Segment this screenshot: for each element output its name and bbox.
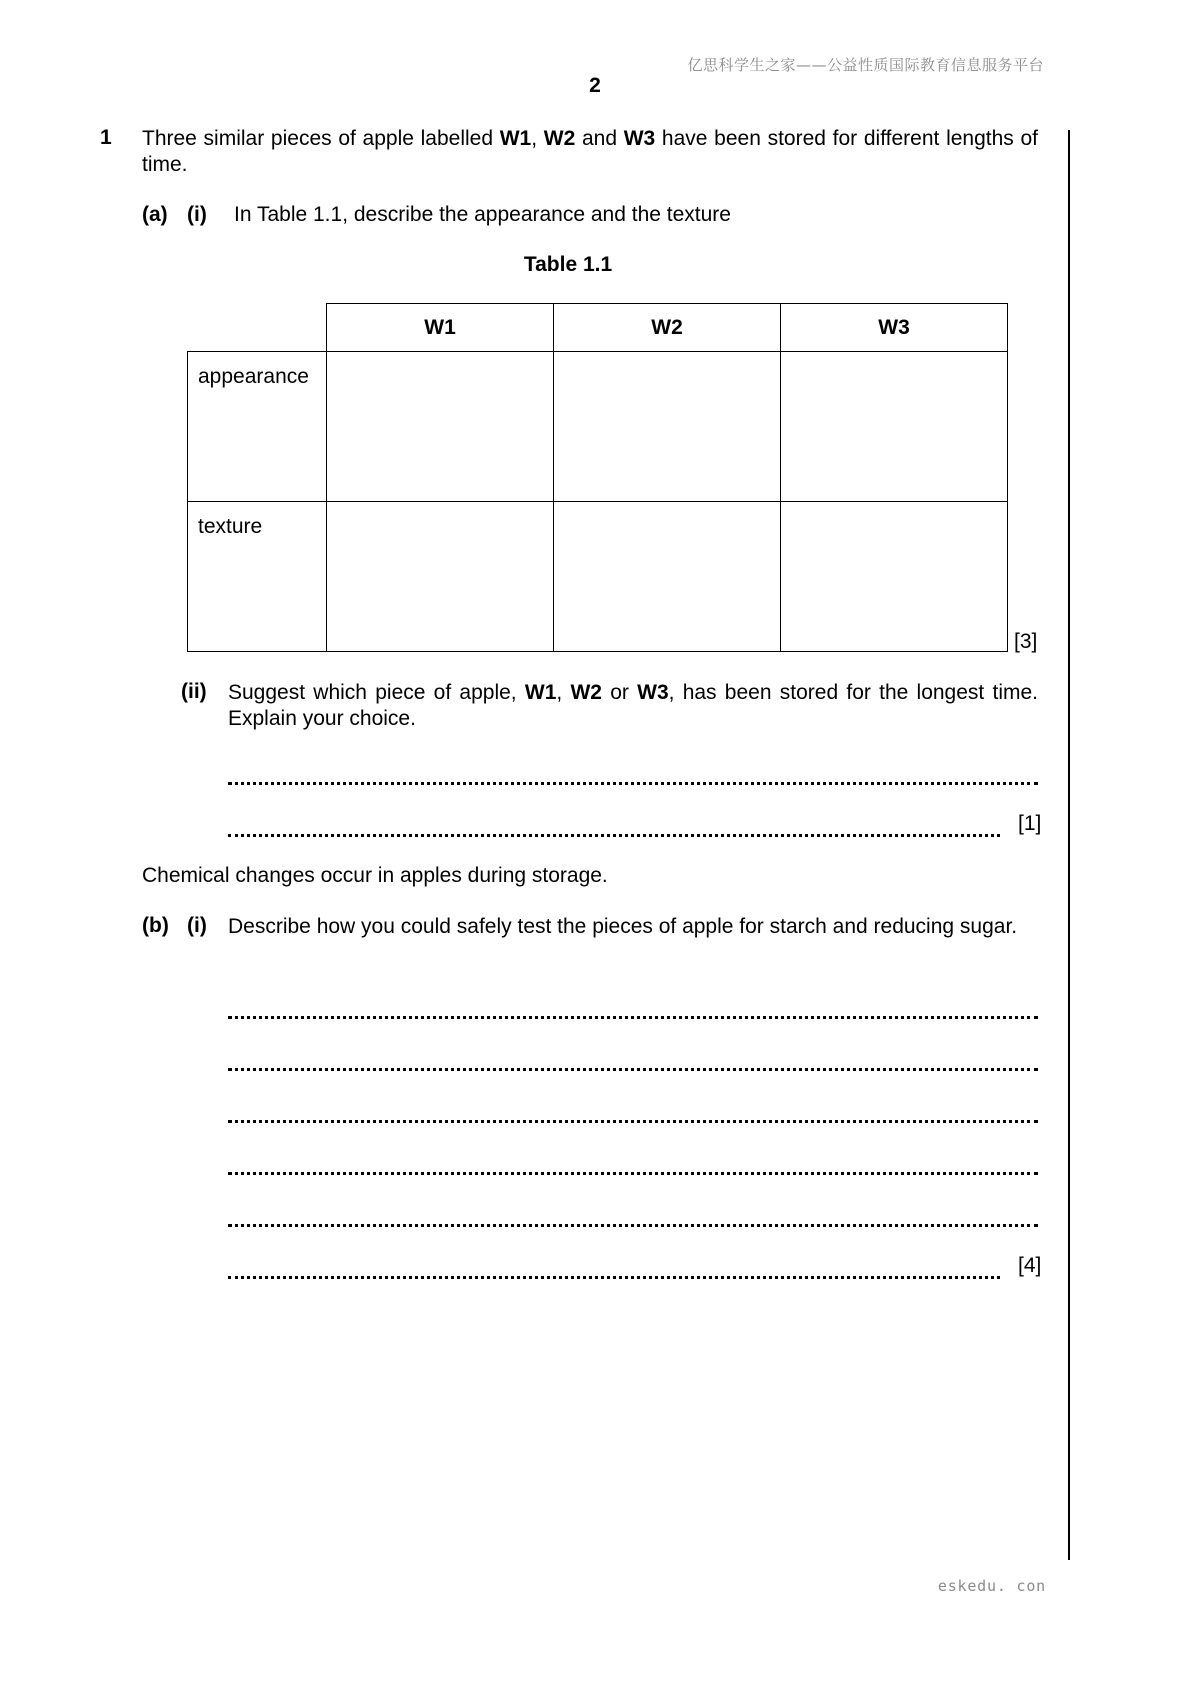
mark-a-i: [3] [1014,630,1038,653]
question-number: 1 [100,126,112,149]
row-label-appearance: appearance [188,352,327,502]
mark-a-ii: [1] [1018,812,1042,835]
answer-line-b-i-6[interactable] [228,1276,1000,1279]
table-title: Table 1.1 [523,253,613,276]
footer-site: eskedu. con [937,1577,1046,1595]
answer-line-b-i-1[interactable] [228,1016,1038,1019]
chemical-changes-statement: Chemical changes occur in apples during storage. [142,864,608,887]
table-header-row [188,304,1008,352]
part-a-i-text: In Table 1.1, describe the appearance and the texture [234,203,731,226]
table-row-appearance [188,352,1008,502]
header-watermark: 亿思科学生之家——公益性质国际教育信息服务平台 [687,56,1044,74]
part-b-i-label: (i) [187,914,207,937]
margin-rule [1068,130,1070,1560]
answer-cell-appearance-w1[interactable] [327,352,554,502]
answer-cell-appearance-w3[interactable] [781,352,1008,502]
part-a-ii-label: (ii) [181,680,207,703]
part-a-i-label: (i) [187,203,207,226]
answer-cell-appearance-w2[interactable] [554,352,781,502]
answer-line-b-i-4[interactable] [228,1172,1038,1175]
column-header-w1: W1 [327,304,554,352]
part-a-ii-text: Suggest which piece of apple, W1, W2 or W3, has been stored for the longest time. Explain your choice. [228,681,1039,730]
answer-line-a-ii-2[interactable] [228,834,1000,837]
answer-line-b-i-3[interactable] [228,1120,1038,1123]
answer-cell-texture-w1[interactable] [327,502,554,652]
question-intro: Three similar pieces of apple labelled W1, W2 and W3 have been stored for different lengths of time. [142,127,1039,176]
answer-cell-texture-w2[interactable] [554,502,781,652]
row-label-texture: texture [188,502,327,652]
table-corner-cell [188,304,327,352]
answer-line-b-i-2[interactable] [228,1068,1038,1071]
answer-line-b-i-5[interactable] [228,1224,1038,1227]
column-header-w3: W3 [781,304,1008,352]
part-a-label: (a) [142,203,168,226]
answer-line-a-ii-1[interactable] [228,782,1038,785]
column-header-w2: W2 [554,304,781,352]
part-b-i-text: Describe how you could safely test the pieces of apple for starch and reducing sugar. [228,915,1018,938]
table-row-texture [188,502,1008,652]
answer-cell-texture-w3[interactable] [781,502,1008,652]
page-number: 2 [589,74,601,97]
mark-b-i: [4] [1018,1254,1042,1277]
part-b-label: (b) [142,914,169,937]
results-table [187,303,1008,652]
